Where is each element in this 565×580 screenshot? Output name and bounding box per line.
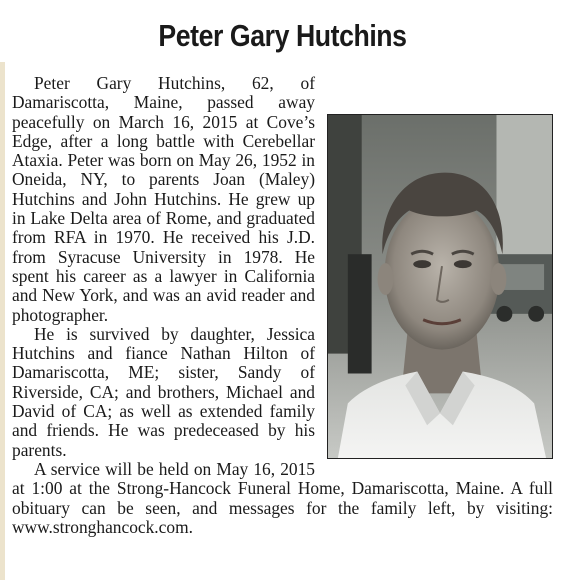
paragraph-service: A service will be held on May 16, 2015 at 1:00 at the Strong-Hancock Funeral Home, Damariscotta, Maine. A full obituary can be seen, and messages for the family left, by visiting: www.stronghancock.com.	[12, 458, 553, 537]
obituary-body	[12, 74, 553, 537]
paragraph-biography: Peter Gary Hutchins, 62, of Damariscotta, Maine, passed away peacefully on March 16, 2015 at Cove’s Edge, after a long battle with Cerebellar Ataxia. Peter was born on May 26, 1952 in Oneida, NY, to parents Joan (Maley) Hutchins and John Hutchins. He grew up in Lake Delta area of Rome, and graduated from RFA in 1970. He received his J.D. from Syracuse University in 1978. He spent his career as a lawyer in California and New York, and was an avid reader and photographer.	[12, 73, 315, 325]
paragraph-survivors: He is survived by daughter, Jessica Hutchins and fiance Nathan Hilton of Damariscotta, ME; sister, Sandy of Riverside, CA; and brothers, Michael and David of CA; as well as extended family and friends. He was predeceased by his parents.	[12, 323, 315, 460]
portrait-photo	[327, 114, 553, 459]
portrait-image	[328, 115, 552, 458]
left-border-strip	[0, 62, 5, 580]
obituary-title: Peter Gary Hutchins	[158, 18, 407, 53]
